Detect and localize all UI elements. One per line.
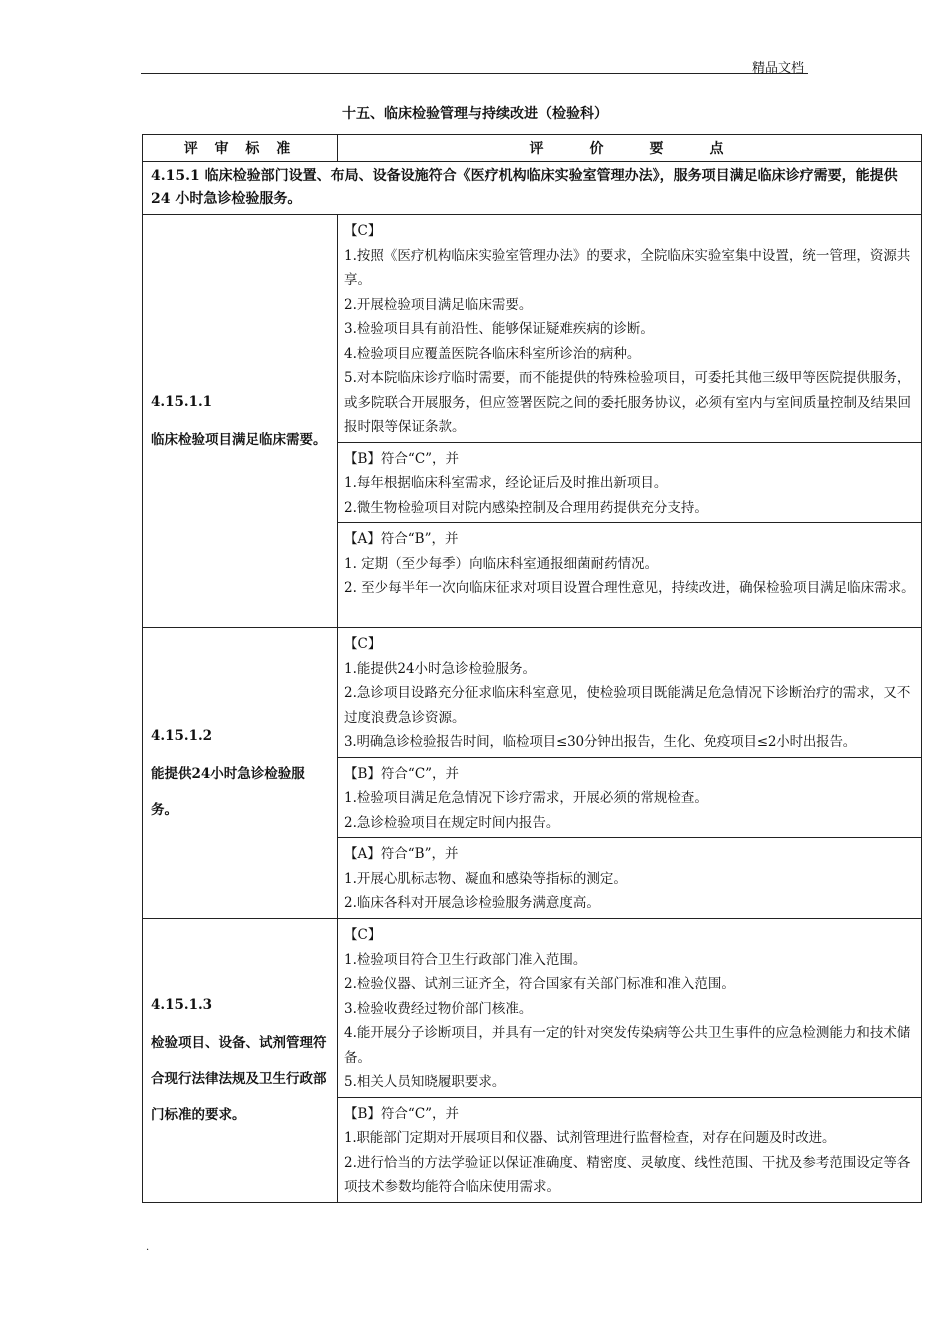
- table-row: [143, 919, 922, 1098]
- criteria-item: 5.相关人员知晓履职要求。: [344, 1074, 506, 1090]
- section-row: [143, 162, 922, 215]
- page-header-label: 精品文档: [752, 61, 805, 76]
- level-heading: 【A】符合“B”，并: [344, 531, 459, 547]
- level-heading: 【B】符合“C”，并: [344, 1105, 460, 1122]
- criteria-item: 2.临床各科对开展急诊检验服务满意度高。: [344, 895, 600, 911]
- table-row: [143, 628, 922, 758]
- criteria-item: 1.按照《医疗机构临床实验室管理办法》的要求，全院临床实验室集中设置，统一管理，资源共享。: [344, 247, 911, 288]
- level-heading: 【C】: [344, 927, 382, 943]
- criteria-cell: [338, 838, 922, 919]
- level-heading: 【B】符合“C”，并: [344, 450, 460, 467]
- criteria-item: 1. 定期（至少每季）向临床科室通报细菌耐药情况。: [344, 555, 659, 572]
- criteria-item: 4.能开展分子诊断项目，并具有一定的针对突发传染病等公共卫生事件的应急检测能力和技术储备。: [344, 1025, 911, 1066]
- column-header-standard: 评 审 标 准: [143, 135, 338, 162]
- criteria-item: 2.进行恰当的方法学验证以保证准确度、精密度、灵敏度、线性范围、干扰及参考范围设定等各项技术参数均能符合临床使用需求。: [344, 1154, 911, 1195]
- criteria-cell: [338, 757, 922, 838]
- criteria-item: 2.开展检验项目满足临床需要。: [344, 296, 533, 313]
- standard-description: 能提供24小时急诊检验服务。: [151, 766, 305, 818]
- level-heading: 【C】: [344, 223, 382, 239]
- criteria-cell: [338, 919, 922, 1098]
- criteria-item: 2.急诊检验项目在规定时间内报告。: [344, 814, 560, 831]
- criteria-item: 1.检验项目符合卫生行政部门准入范围。: [344, 951, 587, 968]
- criteria-item: 2.检验仪器、试剂三证齐全，符合国家有关部门标准和准入范围。: [344, 976, 735, 992]
- criteria-cell: [338, 523, 922, 628]
- criteria-item: 1.检验项目满足危急情况下诊疗需求，开展必须的常规检查。: [344, 790, 708, 806]
- standard-description: 检验项目、设备、试剂管理符合现行法律法规及卫生行政部门标准的要求。: [151, 1035, 327, 1124]
- criteria-cell: [338, 215, 922, 443]
- document-title: 十五、临床检验管理与持续改进（检验科）: [342, 106, 608, 122]
- criteria-cell: [338, 1097, 922, 1202]
- criteria-item: 3.检验项目具有前沿性、能够保证疑难疾病的诊断。: [344, 321, 654, 337]
- criteria-item: 3.明确急诊检验报告时间，临检项目≤30分钟出报告，生化、免疫项目≤2小时出报告。: [344, 734, 857, 750]
- criteria-item: 1.能提供24小时急诊检验服务。: [344, 660, 537, 677]
- criteria-item: 2.急诊项目设路充分征求临床科室意见，使检验项目既能满足危急情况下诊断治疗的需求，又不过度浪费急诊资源。: [344, 685, 911, 726]
- standard-number: 4.15.1.2: [151, 728, 213, 744]
- criteria-item: 2. 至少每半年一次向临床征求对项目设置合理性意见，持续改进，确保检验项目满足临床需求。: [344, 580, 915, 596]
- standard-description: 临床检验项目满足临床需要。: [151, 432, 327, 448]
- review-table: [142, 134, 922, 1203]
- level-heading: 【A】符合“B”，并: [344, 846, 459, 862]
- standard-cell: [143, 919, 338, 1203]
- criteria-cell: [338, 628, 922, 758]
- criteria-cell: [338, 442, 922, 523]
- criteria-item: 1.开展心肌标志物、凝血和感染等指标的测定。: [344, 870, 627, 887]
- table-header-row: [143, 135, 922, 162]
- criteria-item: 2.微生物检验项目对院内感染控制及合理用药提供充分支持。: [344, 499, 708, 516]
- criteria-item: 4.检验项目应覆盖医院各临床科室所诊治的病种。: [344, 345, 641, 362]
- criteria-item: 1.每年根据临床科室需求，经论证后及时推出新项目。: [344, 475, 668, 491]
- criteria-item: 3.检验收费经过物价部门核准。: [344, 1000, 533, 1017]
- footer-mark: .: [146, 1242, 150, 1253]
- standard-number: 4.15.1.1: [151, 394, 213, 410]
- level-heading: 【B】符合“C”，并: [344, 765, 460, 782]
- column-header-points: 评 价 要 点: [338, 135, 922, 162]
- header-rule: [141, 73, 808, 74]
- standard-number: 4.15.1.3: [151, 997, 213, 1014]
- table-row: [143, 215, 922, 443]
- standard-cell: [143, 215, 338, 628]
- criteria-item: 1.职能部门定期对开展项目和仪器、试剂管理进行监督检查，对存在问题及时改进。: [344, 1130, 836, 1146]
- standard-cell: [143, 628, 338, 919]
- criteria-item: 5.对本院临床诊疗临时需要，而不能提供的特殊检验项目，可委托其他三级甲等医院提供服务，或多院联合开展服务，但应签署医院之间的委托服务协议，必须有室内与室间质量控制及结果回报时限等保证条款。: [344, 370, 911, 435]
- section-heading: 4.15.1 临床检验部门设置、布局、设备设施符合《医疗机构临床实验室管理办法》，服务项目满足临床诊疗需要，能提供 24 小时急诊检验服务。: [143, 162, 922, 215]
- level-heading: 【C】: [344, 636, 382, 652]
